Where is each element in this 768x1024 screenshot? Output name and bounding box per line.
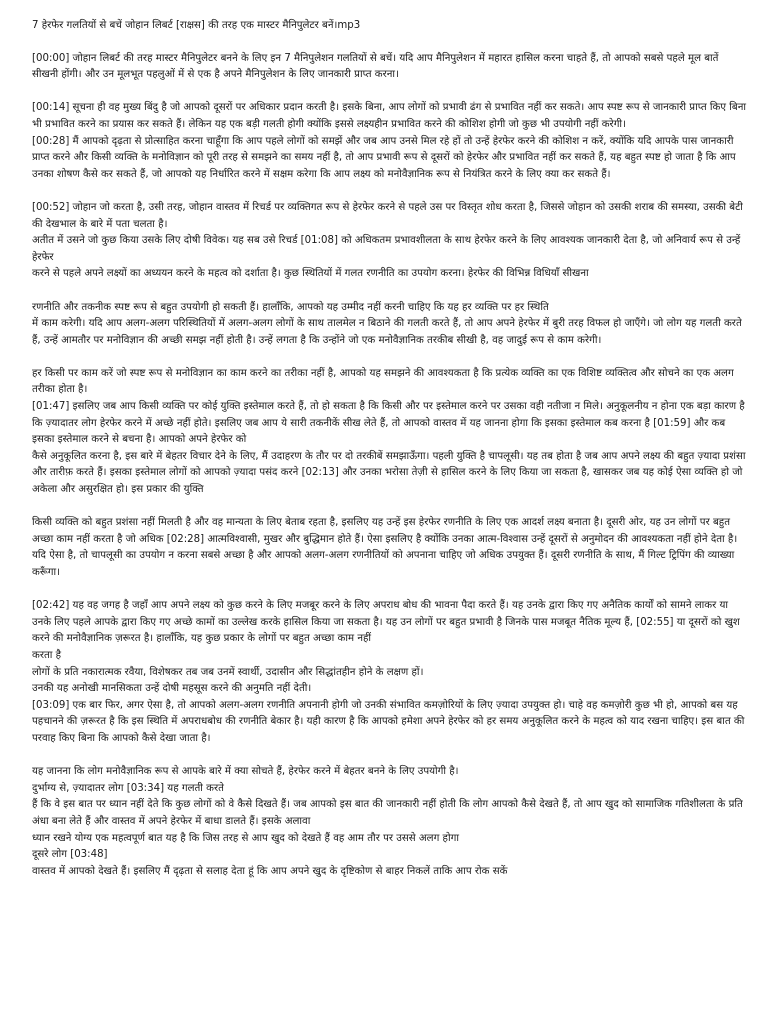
transcript-paragraph xyxy=(32,366,746,499)
transcript-paragraph xyxy=(32,515,746,581)
transcript-line: [02:42] यह वह जगह है जहाँ आप अपने लक्ष्य को कुछ करने के लिए मजबूर करने के लिए अपराध बोध की भावना पैदा करते हैं। यह उनके द्वारा किए गए अनैतिक कार्यों को सामने लाकर या उनके लिए पहले आपके द्वारा किए गए अच्छे कामों का उल्लेख करके हासिल किया जा सकता है। यह उन लोगों पर बहुत प्रभावी है जिनके पास मजबूत नैतिक मूल्य हैं, [02:55] या दूसरों को खुश करने की मनोवैज्ञानिक ज़रूरत है। हालाँकि, यह कुछ प्रकार के लोगों पर बहुत अच्छा काम नहीं xyxy=(32,600,740,645)
transcript-line: दुर्भाग्य से, ज़्यादातर लोग [03:34] यह गलती करते xyxy=(32,782,224,794)
transcript-line: उनकी यह अनोखी मानसिकता उन्हें दोषी महसूस करने की अनुमति नहीं देती। xyxy=(32,683,312,695)
transcript-line: अतीत में उसने जो कुछ किया उसके लिए दोषी विवेक। यह सब उसे रिचर्ड [01:08] को अधिकतम प्रभावशीलता के साथ हेरफेर करने के लिए आवश्यक जानकारी देता है, जो अनिवार्य रूप से उन्हें हेरफेर xyxy=(32,235,741,263)
transcript-line: [00:52] जोहान जो करता है, उसी तरह, जोहान वास्तव में रिचर्ड पर व्यक्तिगत रूप से हेरफेर करने से पहले उस पर विस्तृत शोध करता है, जिससे जोहान को उसकी शराब की समस्या, उसकी बेटी की देखभाल के बारे में पता चलता है। xyxy=(32,201,743,230)
transcript-line: वास्तव में आपको देखते हैं। इसलिए मैं दृढ़ता से सलाह देता हूं कि आप अपने खुद के दृष्टिकोण से बाहर निकलें ताकि आप रोक सकें xyxy=(32,865,508,877)
transcript-line: हर किसी पर काम करें जो स्पष्ट रूप से मनोविज्ञान का काम करने का तरीका नहीं है, आपको यह समझने की आवश्यकता है कि प्रत्येक व्यक्ति का एक विशिष्ट व्यक्तित्व और सोचने का एक अलग तरीका होता है। xyxy=(32,367,734,396)
transcript-line: [00:14] सूचना ही वह मुख्य बिंदु है जो आपको दूसरों पर अधिकार प्रदान करती है। इसके बिना, आप लोगों को प्रभावी ढंग से प्रभावित नहीं कर सकते। आप स्पष्ट रूप से जानकारी प्राप्त किए बिना भी प्रभावित करने का प्रयास कर सकते हैं। लेकिन यह एक बड़ी गलती होगी क्योंकि इससे लक्ष्यहीन प्रभावित करने की कोशिश होगी जो कुछ भी उपयोगी नहीं करेगी। xyxy=(32,102,746,130)
transcript-line: [03:09] एक बार फिर, अगर ऐसा है, तो आपको अलग-अलग रणनीति अपनानी होगी जो उनकी संभावित कमज़ोरियों के लिए ज़्यादा उपयुक्त हो। चाहे वह कमज़ोरी कुछ भी हो, आपको बस यह पहचानने की ज़रूरत है कि इस स्थिति में अपराधबोध की रणनीति बेकार है। यही कारण है कि आपको हमेशा अपने हेरफेर को हर समय अनुकूलित करने के महत्व को याद रखना चाहिए। इस बात की परवाह किए बिना कि आपको कैसे देखा जाता है। xyxy=(32,699,745,744)
transcript-line: हैं कि वे इस बात पर ध्यान नहीं देते कि कुछ लोगों को वे कैसे दिखते हैं। जब आपको इस बात की जानकारी नहीं होती कि लोग आपको कैसे देखते हैं, तो आप खुद को सामाजिक गतिशीलता के प्रति अंधा बना लेते हैं और वास्तव में अपने हेरफेर में बाधा डालते हैं। इसके अलावा xyxy=(32,799,743,827)
transcript-paragraph xyxy=(32,51,746,84)
document-title: 7 हेरफेर गलतियों से बचें जोहान लिबर्ट [राक्षस] की तरह एक मास्टर मैनिपुलेटर बनें।mp3 xyxy=(32,20,361,31)
transcript-line: [00:28] मैं आपको दृढ़ता से प्रोत्साहित करना चाहूँगा कि आप पहले लोगों को समझें और जब आप उनसे मिल रहे हों तो उन्हें हेरफेर करने की कोशिश न करें, क्योंकि यदि आपके पास जानकारी प्राप्त करने और किसी व्यक्ति के मनोविज्ञान को पूरी तरह से समझने का समय नहीं है, तो आप प्रभावी रूप से दूसरों को हेरफेर और प्रभावित नहीं कर सकते हैं, यह बहुत स्पष्ट हो जाता है कि आप उनका शोषण कैसे कर सकते हैं, जो आपको यह निर्धारित करने में सक्षम करेगा कि आप लक्ष्य को मनोवैज्ञानिक रूप से नियंत्रित करने के लिए क्या कर सकते हैं। xyxy=(32,135,736,180)
transcript-line: करने से पहले अपने लक्ष्यों का अध्ययन करने के महत्व को दर्शाता है। कुछ स्थितियों में गलत रणनीति का उपयोग करना। हेरफेर की विभिन्न विधियाँ सीखना xyxy=(32,268,589,280)
transcript-paragraph xyxy=(32,598,746,747)
transcript-line: किसी व्यक्ति को बहुत प्रशंसा नहीं मिलती है और वह मान्यता के लिए बेताब रहता है, इसलिए यह उन्हें इस हेरफेर रणनीति के लिए एक आदर्श लक्ष्य बनाता है। दूसरी ओर, यह उन लोगों पर बहुत अच्छा काम नहीं करता है जो अधिक [02:28] आत्मविश्वासी, मुखर और बुद्धिमान होते हैं। ऐसा इसलिए है क्योंकि उनका आत्म-विश्वास उन्हें दूसरों से अनुमोदन की आवश्यकता नहीं होने देता है। यदि ऐसा है, तो चापलूसी का उपयोग न करना सबसे अच्छा है और आपको अलग-अलग रणनीतियों को अपनाना चाहिए जो अधिक उपयुक्त हैं। दूसरी रणनीति के साथ, मैं गिल्ट ट्रिपिंग की व्याख्या करूँगा। xyxy=(32,517,738,578)
transcript-paragraph xyxy=(32,764,746,880)
transcript-line: में काम करेगी। यदि आप अलग-अलग परिस्थितियों में अलग-अलग लोगों के साथ तालमेल न बिठाने की गलती करते हैं, तो आप अपने हेरफेर में बुरी तरह विफल हो जाएँगे। जो लोग यह गलती करते हैं, उन्हें आमतौर पर मनोविज्ञान की अच्छी समझ नहीं होती है। उन्हें लगता है कि उन्होंने जो एक मनोवैज्ञानिक तरकीब सीखी है, वह जादुई रूप से काम करेगी। xyxy=(32,318,742,346)
transcript-line: रणनीति और तकनीक स्पष्ट रूप से बहुत उपयोगी हो सकती हैं। हालाँकि, आपको यह उम्मीद नहीं करनी चाहिए कि यह हर व्यक्ति पर हर स्थिति xyxy=(32,301,549,313)
transcript-line: [01:47] इसलिए जब आप किसी व्यक्ति पर कोई युक्ति इस्तेमाल करते हैं, तो हो सकता है कि किसी और पर इस्तेमाल करने पर उसका वही नतीजा न मिले। अनुकूलनीय न होना एक बड़ा कारण है कि ज़्यादातर लोग हेरफेर करने में अच्छे नहीं होते। इसलिए जब आप ये सारी तकनीकें सीख लेते हैं, तो आपको वास्तव में यह जानना होगा कि इसका इस्तेमाल कब करना है [01:59] और कब इसका इस्तेमाल करने से बचना है। आपको अपने हेरफेर को xyxy=(32,401,745,446)
transcript-line: यह जानना कि लोग मनोवैज्ञानिक रूप से आपके बारे में क्या सोचते हैं, हेरफेर करने में बेहतर बनने के लिए उपयोगी है। xyxy=(32,766,459,778)
transcript-paragraph xyxy=(32,200,746,283)
transcript-line: [00:00] जोहान लिबर्ट की तरह मास्टर मैनिपुलेटर बनने के लिए इन 7 मैनिपुलेशन गलतियों से बचें। यदि आप मैनिपुलेशन में महारत हासिल करना चाहते हैं, तो आपको सबसे पहले मूल बातें सीखनी होंगी। और उन मूलभूत पहलुओं में से एक है अपने मैनिपुलेशन के लिए जानकारी प्राप्त करना। xyxy=(32,52,719,81)
transcript-paragraph xyxy=(32,300,746,350)
transcript-line: लोगों के प्रति नकारात्मक रवैया, विशेषकर तब जब उनमें स्वार्थी, उदासीन और सिद्धांतहीन होने के लक्षण हों। xyxy=(32,666,424,678)
transcript-body xyxy=(32,51,746,881)
transcript-line: ध्यान रखने योग्य एक महत्वपूर्ण बात यह है कि जिस तरह से आप खुद को देखते हैं वह आम तौर पर उससे अलग होगा xyxy=(32,832,459,844)
transcript-line: दूसरे लोग [03:48] xyxy=(32,849,108,861)
transcript-paragraph xyxy=(32,100,746,183)
transcript-line: कैसे अनुकूलित करना है, इस बारे में बेहतर विचार देने के लिए, मैं उदाहरण के तौर पर दो तरकीबें समझाऊँगा। पहली युक्ति है चापलूसी। यह तब होता है जब आप अपने लक्ष्य की बहुत ज़्यादा प्रशंसा और तारीफ़ करते हैं। इसका इस्तेमाल लोगों को आपको ज़्यादा पसंद करने [02:13] और उनका भरोसा तेज़ी से हासिल करने के लिए किया जा सकता है, खासकर जब यह कोई ऐसा व्यक्ति हो जो अकेला और असुरक्षित हो। इस प्रकार की युक्ति xyxy=(32,450,746,496)
transcript-line: करता है xyxy=(32,649,62,661)
